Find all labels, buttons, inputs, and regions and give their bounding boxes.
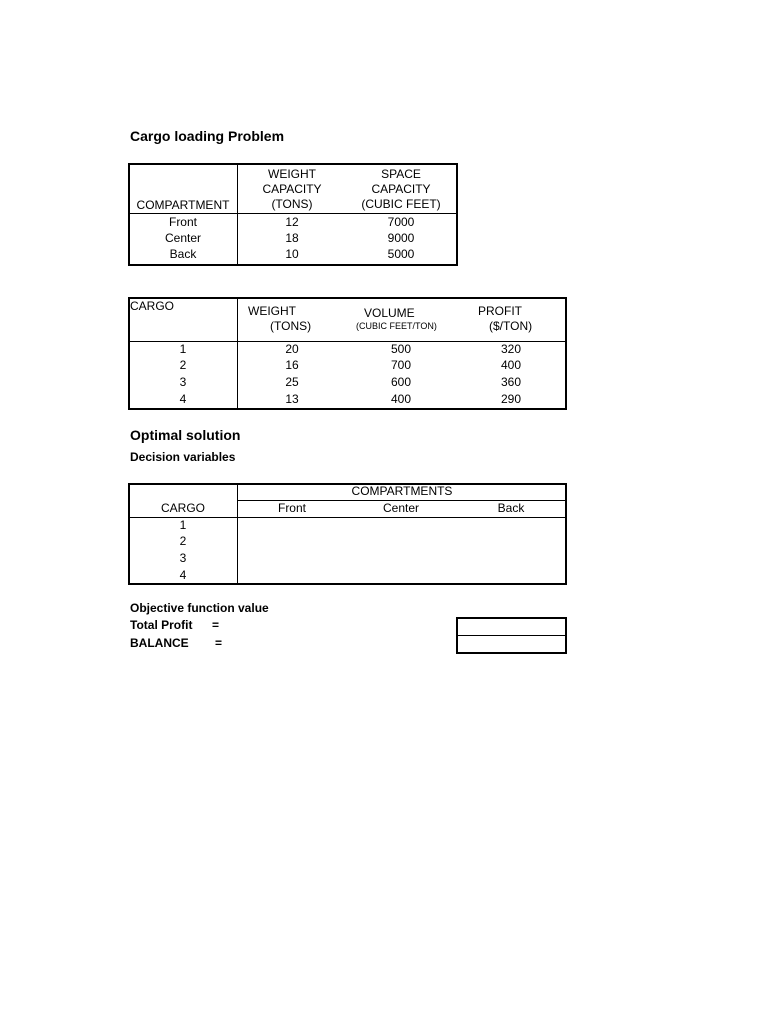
compartment-space: 9000: [387, 231, 415, 245]
cargo-profit: 400: [500, 358, 522, 372]
cargo-column-header: CARGO: [160, 501, 205, 515]
compartment-name: Back: [169, 247, 197, 261]
cargo-id: 4: [179, 392, 187, 406]
compartment-weight: 12: [285, 215, 299, 229]
compartment-name: Center: [164, 231, 202, 245]
total-profit-label: Total Profit: [130, 618, 193, 632]
optimal-solution-heading: Optimal solution: [130, 427, 241, 443]
decision-row-label: 4: [179, 568, 187, 582]
cargo-volume: 400: [390, 392, 412, 406]
compartment-weight: 10: [285, 247, 299, 261]
column-center: Center: [382, 501, 420, 515]
page-title: Cargo loading Problem: [130, 128, 285, 144]
header-space-capacity-2: CAPACITY: [371, 182, 431, 196]
cargo-weight: 25: [285, 375, 299, 389]
header-space-capacity-3: (CUBIC FEET): [361, 197, 441, 211]
compartment-space: 5000: [387, 247, 415, 261]
decision-row-label: 3: [179, 551, 187, 565]
cargo-profit: 320: [500, 342, 522, 356]
column-front: Front: [277, 501, 306, 515]
decision-variables-heading: Decision variables: [130, 450, 236, 464]
cargo-profit: 360: [500, 375, 522, 389]
compartment-weight: 18: [285, 231, 299, 245]
column-back: Back: [497, 501, 525, 515]
header-weight-unit: (TONS): [270, 319, 312, 333]
balance-label: BALANCE: [130, 636, 189, 650]
header-weight: WEIGHT: [248, 304, 296, 318]
cargo-weight: 20: [285, 342, 299, 356]
compartment-name: Front: [168, 215, 197, 229]
header-weight-capacity-3: (TONS): [271, 197, 313, 211]
header-weight-capacity-1: WEIGHT: [268, 167, 316, 181]
header-compartment: COMPARTMENT: [136, 198, 230, 212]
compartments-group-header: COMPARTMENTS: [351, 484, 453, 498]
header-cargo: CARGO: [130, 299, 175, 313]
decision-row-label: 2: [179, 534, 187, 548]
total-profit-value-cell[interactable]: [458, 619, 565, 634]
compartment-space: 7000: [387, 215, 415, 229]
balance-equals: =: [215, 636, 223, 650]
total-profit-equals: =: [212, 618, 220, 632]
cargo-weight: 16: [285, 358, 299, 372]
cargo-id: 3: [179, 375, 187, 389]
objective-heading: Objective function value: [130, 601, 269, 615]
cargo-profit: 290: [500, 392, 522, 406]
header-profit: PROFIT: [478, 304, 522, 318]
cargo-weight: 13: [285, 392, 299, 406]
header-space-capacity-1: SPACE: [381, 167, 421, 181]
cargo-id: 2: [179, 358, 187, 372]
header-volume-unit: (CUBIC FEET/TON): [356, 321, 437, 331]
decision-row-label: 1: [179, 518, 187, 532]
header-weight-capacity-2: CAPACITY: [262, 182, 322, 196]
header-profit-unit: ($/TON): [489, 319, 533, 333]
cargo-volume: 600: [390, 375, 412, 389]
cargo-volume: 500: [390, 342, 412, 356]
header-volume: VOLUME: [364, 306, 415, 320]
cargo-volume: 700: [390, 358, 412, 372]
cargo-id: 1: [179, 342, 187, 356]
balance-value-cell[interactable]: [458, 637, 565, 652]
